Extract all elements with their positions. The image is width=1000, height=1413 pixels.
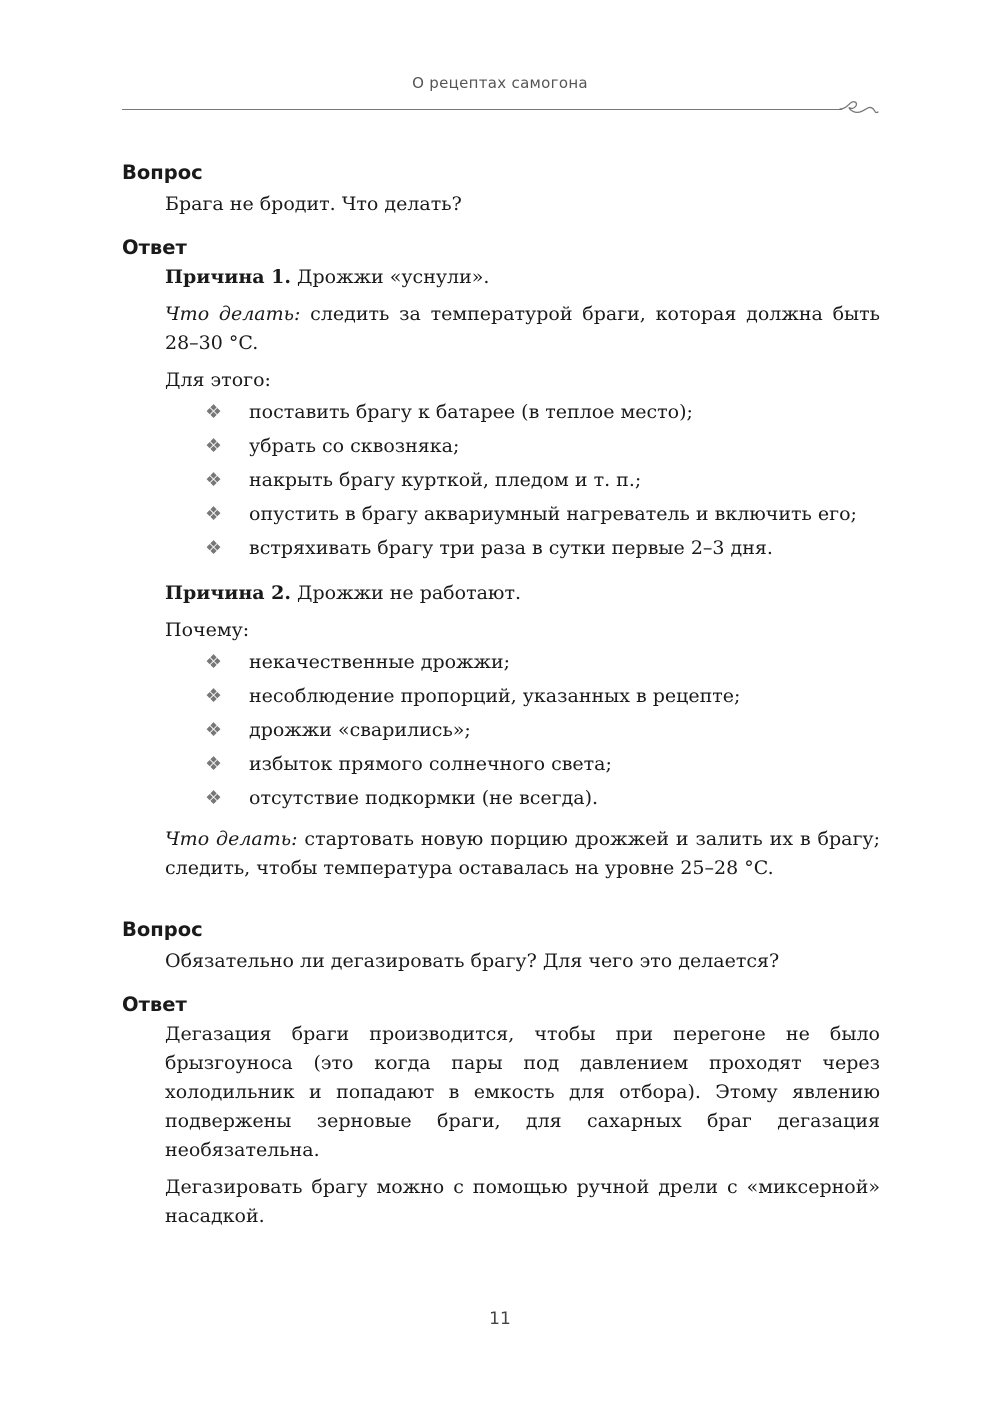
question-heading: Вопрос	[122, 918, 203, 941]
what-to-do-2-text: стартовать новую порцию дрожжей и залить их в брагу; следить, чтобы температура оставалась на уровне 25–28 °C.	[165, 828, 881, 879]
page-number: 11	[489, 1309, 511, 1329]
list-item: ❖ несоблюдение пропорций, указанных в рецепте;	[249, 679, 880, 713]
flourish-ornament-icon	[838, 96, 882, 120]
what-to-do-1-text: следить за температурой браги, которая должна быть 28–30 °C.	[165, 303, 881, 354]
four-diamond-bullet-icon: ❖	[205, 469, 223, 491]
answer-paragraph-2: Дегазировать брагу можно с помощью ручной дрели с «миксерной» насадкой.	[165, 1176, 880, 1227]
four-diamond-bullet-icon: ❖	[205, 753, 223, 775]
reason-list	[122, 645, 880, 815]
qa-block-1	[122, 158, 880, 883]
list-item: ❖ дрожжи «сварились»;	[249, 713, 880, 747]
list-item: ❖ поставить брагу к батарее (в теплое место);	[249, 395, 880, 429]
cause-2-label: Причина 2.	[165, 582, 291, 604]
four-diamond-bullet-icon: ❖	[205, 685, 223, 707]
what-to-do-1	[165, 300, 880, 358]
what-to-do-2	[165, 825, 880, 883]
cause-2-text: Дрожжи не работают.	[291, 582, 521, 604]
four-diamond-bullet-icon: ❖	[205, 787, 223, 809]
question-text: Обязательно ли дегазировать брагу? Для чего это делается?	[165, 950, 780, 972]
four-diamond-bullet-icon: ❖	[205, 719, 223, 741]
cause-1	[165, 263, 880, 292]
header-rule	[122, 109, 842, 110]
answer-paragraph-1: Дегазация браги производится, чтобы при перегоне не было брызгоуноса (это когда пары под давлением проходят через холодильник и попадают в емкость для отбора). Этому явлению подвержены зерновые браги, для сахарных браг дегазация необязательна.	[165, 1023, 880, 1161]
page-content	[122, 158, 880, 1231]
four-diamond-bullet-icon: ❖	[205, 537, 223, 559]
four-diamond-bullet-icon: ❖	[205, 435, 223, 457]
why-label: Почему:	[165, 619, 250, 641]
four-diamond-bullet-icon: ❖	[205, 503, 223, 525]
list-item: ❖ накрыть брагу курткой, пледом и т. п.;	[249, 463, 880, 497]
what-to-do-1-label: Что делать:	[165, 303, 301, 325]
running-head: О рецептах самогона	[412, 74, 588, 92]
question-heading: Вопрос	[122, 161, 203, 184]
list-item: ❖ убрать со сквозняка;	[249, 429, 880, 463]
remedy-list	[122, 395, 880, 565]
for-this-label: Для этого:	[165, 369, 271, 391]
list-item: ❖ избыток прямого солнечного света;	[249, 747, 880, 781]
cause-2	[165, 579, 880, 608]
cause-1-label: Причина 1.	[165, 266, 291, 288]
question-text: Брага не бродит. Что делать?	[165, 193, 462, 215]
list-item: ❖ отсутствие подкормки (не всегда).	[249, 781, 880, 815]
list-item: ❖ некачественные дрожжи;	[249, 645, 880, 679]
list-item: ❖ встряхивать брагу три раза в сутки первые 2–3 дня.	[249, 531, 880, 565]
answer-heading: Ответ	[122, 993, 187, 1016]
what-to-do-2-label: Что делать:	[165, 828, 298, 850]
answer-heading: Ответ	[122, 236, 187, 259]
cause-1-text: Дрожжи «уснули».	[291, 266, 490, 288]
list-item: ❖ опустить в брагу аквариумный нагреватель и включить его;	[249, 497, 880, 531]
four-diamond-bullet-icon: ❖	[205, 651, 223, 673]
four-diamond-bullet-icon: ❖	[205, 401, 223, 423]
qa-block-2	[122, 915, 880, 1231]
